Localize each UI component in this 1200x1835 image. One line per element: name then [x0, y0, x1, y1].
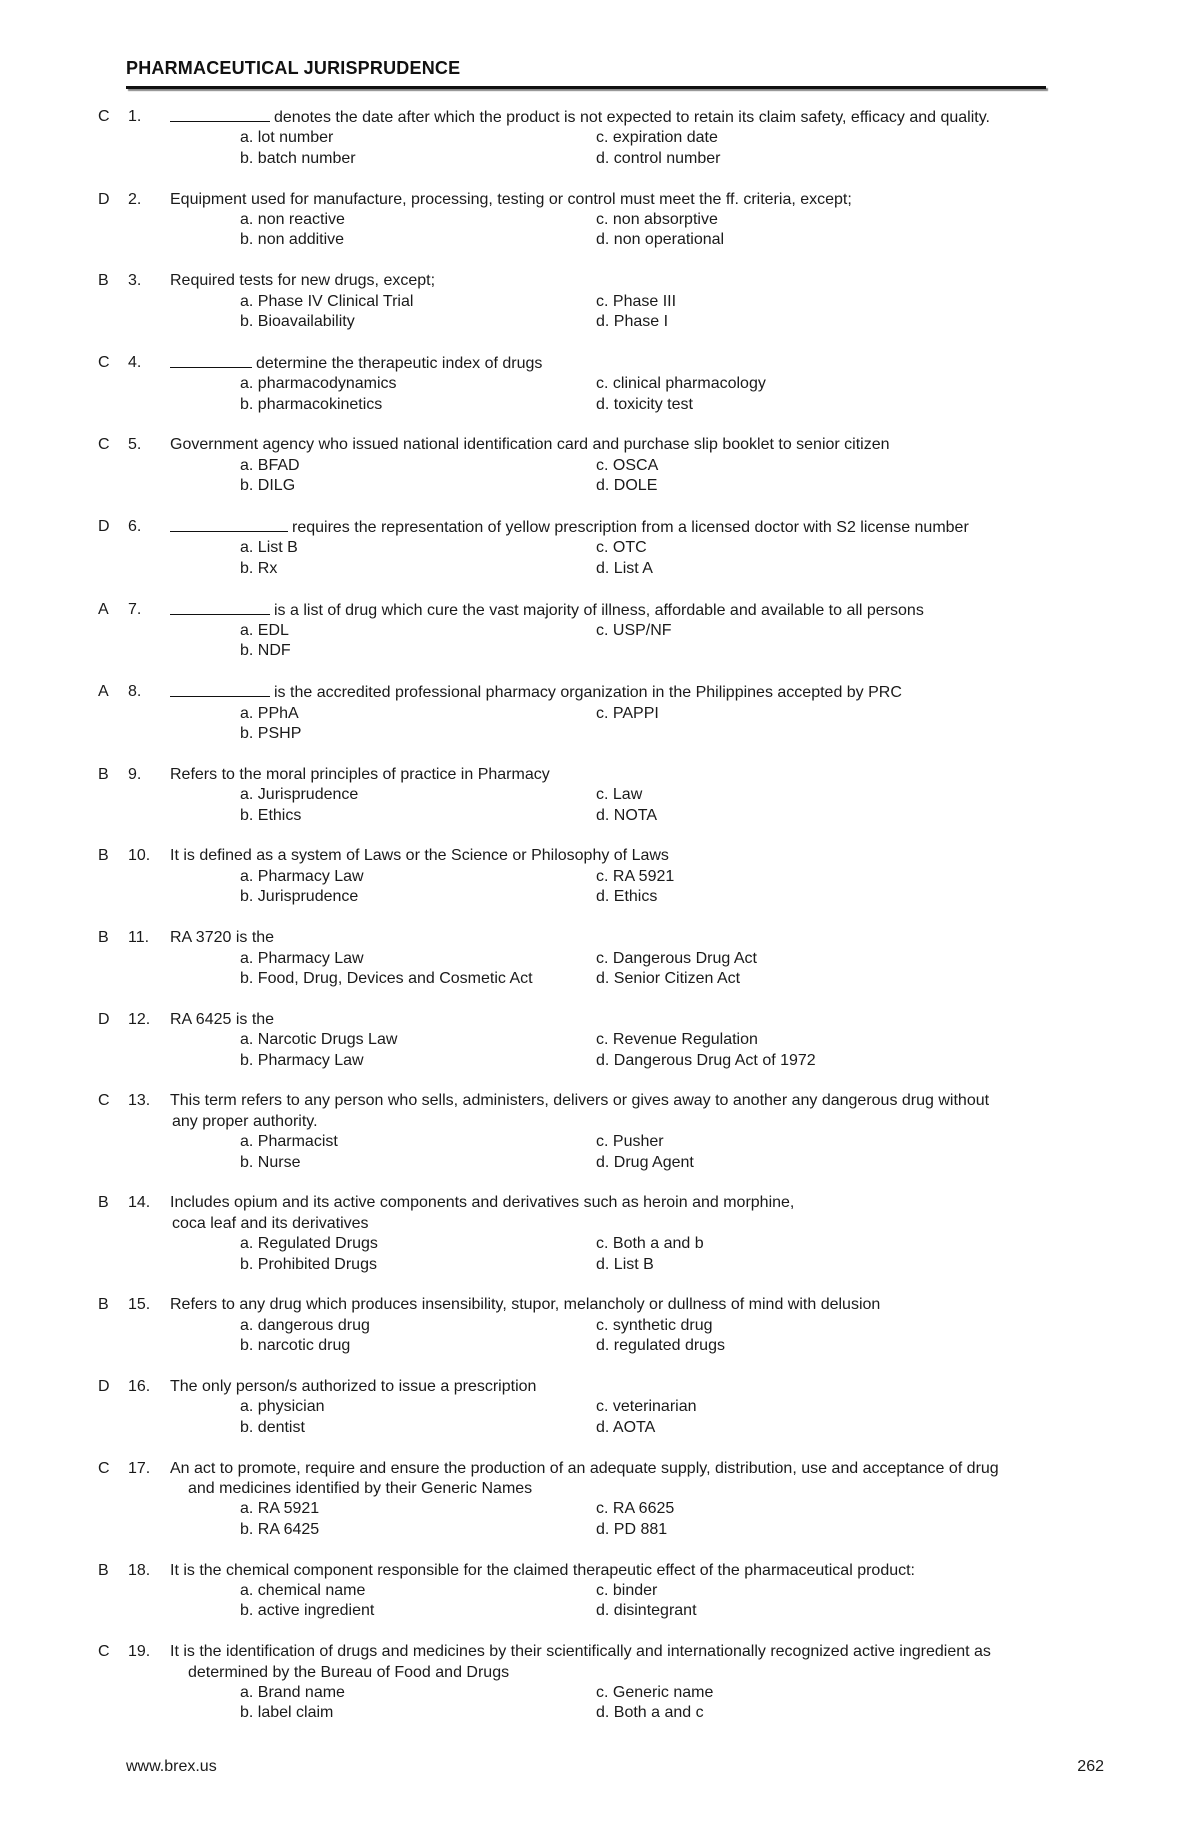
question-list: [98, 107, 1108, 1744]
answer-options: [98, 949, 1108, 990]
question-stem-text: The only person/s authorized to issue a prescription: [170, 1377, 537, 1395]
question-text: [170, 1295, 1108, 1315]
answer-option: b. Pharmacy Law: [240, 1051, 364, 1069]
question-item: [98, 1010, 1108, 1071]
answer-option: c. synthetic drug: [596, 1316, 713, 1334]
question-item: [98, 1091, 1108, 1173]
answer-option: d. toxicity test: [596, 395, 693, 413]
answer-key: D: [98, 1010, 110, 1028]
question-stem-text: Refers to any drug which produces insensibility, stupor, melancholy or dullness of mind with delusion: [170, 1296, 881, 1314]
question-stem-text: It is defined as a system of Laws or the Science or Philosophy of Laws: [170, 847, 669, 865]
question-stem-row: [98, 1377, 1108, 1397]
question-item: [98, 435, 1108, 496]
question-number: 7.: [128, 600, 142, 618]
header-rule: [126, 86, 1046, 89]
answer-options: [98, 1234, 1108, 1275]
answer-option: d. DOLE: [596, 477, 658, 495]
question-item: [98, 682, 1108, 744]
answer-option: [596, 641, 896, 661]
answer-blank: [170, 107, 270, 122]
question-text: [170, 353, 1108, 374]
question-text: [170, 1459, 1108, 1479]
answer-option: a. dangerous drug: [240, 1316, 370, 1334]
question-stem-continuation: coca leaf and its derivatives: [172, 1214, 369, 1232]
question-item: [98, 1377, 1108, 1438]
question-item: [98, 1642, 1108, 1724]
question-item: [98, 846, 1108, 907]
question-stem-text: denotes the date after which the product is not expected to retain its claim safety, efficacy and quality.: [274, 109, 990, 126]
question-stem-text: Equipment used for manufacture, processing, testing or control must meet the ff. criteria, except;: [170, 190, 852, 208]
answer-option: a. Brand name: [240, 1684, 345, 1701]
answer-option: d. Both a and c: [596, 1704, 704, 1722]
answer-key: D: [98, 190, 110, 208]
question-item: [98, 765, 1108, 826]
answer-options: [98, 1316, 1108, 1357]
answer-key: B: [98, 929, 109, 947]
question-stem-text: Includes opium and its active components and derivatives such as heroin and morphine,: [170, 1194, 795, 1212]
question-text: [170, 1010, 1108, 1030]
question-stem-row: [98, 1010, 1108, 1030]
question-text: [170, 600, 1108, 621]
answer-option: a. physician: [240, 1398, 325, 1416]
answer-option: b. non additive: [240, 231, 345, 249]
page-title: PHARMACEUTICAL JURISPRUDENCE: [126, 58, 461, 78]
question-item: [98, 1295, 1108, 1356]
answer-option: b. Bioavailability: [240, 313, 355, 331]
answer-options: [98, 210, 1108, 251]
question-item: [98, 353, 1108, 415]
question-stem-text: determine the therapeutic index of drugs: [256, 354, 543, 372]
question-text: [170, 1091, 1108, 1111]
question-number: 12.: [128, 1010, 151, 1028]
question-item: [98, 517, 1108, 579]
question-stem-row: [98, 928, 1108, 948]
answer-option: a. lot number: [240, 129, 334, 147]
question-stem-row: [98, 765, 1108, 785]
answer-option: d. AOTA: [596, 1418, 656, 1436]
answer-blank: [170, 600, 270, 615]
question-stem-row: [98, 190, 1108, 210]
question-stem-row: [98, 1091, 1108, 1132]
answer-option: a. Jurisprudence: [240, 786, 359, 804]
answer-option: c. USP/NF: [596, 622, 672, 640]
question-stem-row: [98, 1459, 1108, 1500]
answer-option: b. RA 6425: [240, 1520, 320, 1538]
answer-key: C: [98, 436, 110, 454]
answer-option: a. Pharmacy Law: [240, 949, 364, 967]
question-stem-row: [98, 1295, 1108, 1315]
answer-option: d. control number: [596, 149, 721, 167]
question-number: 6.: [128, 518, 142, 536]
answer-option: b. active ingredient: [240, 1602, 375, 1620]
answer-option: b. DILG: [240, 477, 296, 495]
question-text: [170, 271, 1108, 291]
answer-options: [98, 1132, 1108, 1173]
answer-option: a. BFAD: [240, 456, 300, 474]
answer-key: C: [98, 108, 110, 125]
answer-option: c. Dangerous Drug Act: [596, 949, 757, 967]
answer-option: a. Pharmacy Law: [240, 867, 364, 885]
answer-option: b. pharmacokinetics: [240, 395, 383, 413]
question-number: 16.: [128, 1377, 151, 1395]
question-number: 2.: [128, 190, 142, 208]
answer-blank: [170, 682, 270, 697]
question-item: [98, 271, 1108, 332]
question-stem-continuation: and medicines identified by their Generic Names: [188, 1479, 533, 1497]
answer-option: a. chemical name: [240, 1581, 366, 1599]
question-stem-text: RA 6425 is the: [170, 1010, 275, 1028]
answer-key: B: [98, 1296, 109, 1314]
answer-options: [98, 867, 1108, 908]
question-stem-row: [98, 435, 1108, 455]
question-number: 14.: [128, 1194, 151, 1212]
answer-option: b. Rx: [240, 559, 278, 577]
answer-option: d. List B: [596, 1255, 654, 1273]
answer-option: a. Phase IV Clinical Trial: [240, 292, 414, 310]
answer-option: b. Food, Drug, Devices and Cosmetic Act: [240, 969, 533, 987]
answer-option: a. RA 5921: [240, 1500, 320, 1518]
question-stem-continuation: determined by the Bureau of Food and Drugs: [188, 1663, 510, 1681]
answer-key: B: [98, 272, 109, 290]
question-stem-row: [98, 1193, 1108, 1234]
question-number: 3.: [128, 272, 142, 290]
question-stem-text: Government agency who issued national identification card and purchase slip booklet to senior citizen: [170, 436, 890, 454]
question-number: 8.: [128, 683, 142, 701]
answer-option: b. Jurisprudence: [240, 888, 359, 906]
answer-options: [98, 1397, 1108, 1438]
answer-key: B: [98, 1194, 109, 1212]
answer-options: [98, 1683, 1108, 1724]
answer-option: c. expiration date: [596, 129, 718, 147]
answer-option: c. non absorptive: [596, 211, 718, 229]
answer-option: d. disintegrant: [596, 1602, 697, 1620]
answer-option: a. Narcotic Drugs Law: [240, 1031, 398, 1049]
answer-key: C: [98, 1643, 110, 1661]
answer-option: c. Phase III: [596, 292, 677, 310]
question-item: [98, 600, 1108, 662]
answer-options: [98, 785, 1108, 826]
page-number: 262: [1077, 1758, 1104, 1775]
question-stem-row: [98, 846, 1108, 866]
answer-option: a. PPhA: [240, 704, 299, 722]
question-stem-text: is the accredited professional pharmacy organization in the Philippines accepted by PRC: [274, 684, 902, 702]
answer-options: [98, 621, 1108, 662]
question-stem-text: Refers to the moral principles of practice in Pharmacy: [170, 765, 550, 783]
question-text: [170, 1193, 1108, 1213]
answer-option: a. pharmacodynamics: [240, 375, 397, 393]
question-text: [170, 435, 1108, 455]
question-number: 4.: [128, 353, 142, 371]
answer-option: d. Senior Citizen Act: [596, 969, 741, 987]
question-stem-text: It is the chemical component responsible for the claimed therapeutic effect of the pharmaceutical product:: [170, 1561, 915, 1579]
question-number: 1.: [128, 108, 142, 125]
answer-option: c. Revenue Regulation: [596, 1031, 758, 1049]
answer-option: c. Generic name: [596, 1684, 714, 1701]
answer-option: b. PSHP: [240, 725, 302, 743]
question-text: [170, 107, 1108, 128]
answer-option: d. Drug Agent: [596, 1153, 694, 1171]
question-item: [98, 1561, 1108, 1622]
question-stem-row: [98, 1561, 1108, 1581]
answer-option: b. dentist: [240, 1418, 305, 1436]
answer-option: b. NDF: [240, 642, 291, 660]
answer-option: c. Law: [596, 786, 643, 804]
question-stem-text: An act to promote, require and ensure the production of an adequate supply, distribution, use and acceptance of drug: [170, 1459, 999, 1477]
answer-option: b. Prohibited Drugs: [240, 1255, 377, 1273]
question-text: [170, 1642, 1108, 1662]
answer-option: a. non reactive: [240, 211, 345, 229]
answer-option: a. List B: [240, 539, 298, 557]
question-number: 9.: [128, 765, 142, 783]
question-number: 5.: [128, 436, 142, 454]
question-stem-row: [98, 107, 1108, 128]
answer-key: B: [98, 1561, 109, 1579]
answer-option: c. Both a and b: [596, 1235, 704, 1253]
question-number: 18.: [128, 1561, 151, 1579]
question-number: 13.: [128, 1092, 151, 1110]
question-stem-row: [98, 682, 1108, 703]
answer-option: c. PAPPI: [596, 704, 659, 722]
question-stem-text: RA 3720 is the: [170, 929, 275, 947]
question-stem-text: requires the representation of yellow prescription from a licensed doctor with S2 license number: [292, 519, 969, 537]
question-text: [170, 1377, 1108, 1397]
answer-options: [98, 538, 1108, 579]
question-stem-row: [98, 353, 1108, 374]
question-item: [98, 1193, 1108, 1275]
question-number: 17.: [128, 1459, 151, 1477]
question-stem-row: [98, 600, 1108, 621]
answer-option: b. Ethics: [240, 806, 302, 824]
answer-option: c. OSCA: [596, 456, 659, 474]
answer-option: b. Nurse: [240, 1153, 301, 1171]
answer-option: d. PD 881: [596, 1520, 668, 1538]
answer-option: a. Pharmacist: [240, 1133, 338, 1151]
answer-options: [98, 456, 1108, 497]
answer-option: b. label claim: [240, 1704, 334, 1722]
answer-key: D: [98, 518, 110, 536]
answer-key: D: [98, 1377, 110, 1395]
question-stem-text: This term refers to any person who sells, administers, delivers or gives away to another any dangerous drug without: [170, 1092, 990, 1110]
question-stem-text: Required tests for new drugs, except;: [170, 272, 436, 290]
answer-options: [98, 292, 1108, 333]
answer-key: A: [98, 600, 109, 618]
answer-option: d. NOTA: [596, 806, 658, 824]
answer-options: [98, 704, 1108, 745]
answer-option: d. non operational: [596, 231, 725, 249]
question-text: [170, 928, 1108, 948]
answer-key: C: [98, 1459, 110, 1477]
question-text: [170, 846, 1108, 866]
answer-blank: [170, 517, 288, 532]
question-item: [98, 190, 1108, 251]
question-text: [170, 190, 1108, 210]
question-text: [170, 682, 1108, 703]
answer-key: A: [98, 683, 109, 701]
question-item: [98, 107, 1108, 169]
question-number: 19.: [128, 1643, 151, 1661]
answer-options: [98, 374, 1108, 415]
answer-option: [596, 724, 896, 744]
question-text: [170, 1561, 1108, 1581]
answer-options: [98, 1581, 1108, 1622]
answer-options: [98, 1499, 1108, 1540]
answer-option: c. OTC: [596, 539, 647, 557]
answer-options: [98, 128, 1108, 169]
answer-key: C: [98, 1092, 110, 1110]
page-header: [126, 56, 1046, 89]
footer-url: www.brex.us: [126, 1758, 217, 1775]
answer-option: d. regulated drugs: [596, 1337, 725, 1355]
answer-key: B: [98, 847, 109, 865]
answer-blank: [170, 353, 252, 368]
question-stem-continuation: any proper authority.: [172, 1112, 318, 1130]
answer-key: C: [98, 353, 110, 371]
answer-option: b. narcotic drug: [240, 1337, 351, 1355]
question-item: [98, 928, 1108, 989]
answer-option: b. batch number: [240, 149, 356, 167]
question-text: [170, 765, 1108, 785]
answer-option: c. RA 5921: [596, 867, 675, 885]
answer-option: c. veterinarian: [596, 1398, 697, 1416]
answer-option: a. EDL: [240, 622, 289, 640]
question-number: 10.: [128, 847, 151, 865]
question-stem-row: [98, 517, 1108, 538]
answer-option: a. Regulated Drugs: [240, 1235, 378, 1253]
question-item: [98, 1459, 1108, 1541]
answer-option: c. binder: [596, 1581, 658, 1599]
answer-option: c. clinical pharmacology: [596, 375, 766, 393]
answer-option: c. RA 6625: [596, 1500, 675, 1518]
question-number: 15.: [128, 1296, 151, 1314]
question-number: 11.: [128, 929, 150, 947]
answer-option: d. Ethics: [596, 888, 658, 906]
answer-key: B: [98, 765, 109, 783]
answer-option: d. List A: [596, 559, 653, 577]
answer-option: d. Dangerous Drug Act of 1972: [596, 1051, 816, 1069]
question-stem-row: [98, 271, 1108, 291]
question-stem-text: It is the identification of drugs and medicines by their scientifically and internationally recognized active ingredient as: [170, 1643, 991, 1661]
question-stem-row: [98, 1642, 1108, 1683]
answer-option: d. Phase I: [596, 313, 669, 331]
question-stem-text: is a list of drug which cure the vast majority of illness, affordable and available to all persons: [274, 601, 924, 619]
question-text: [170, 517, 1108, 538]
answer-options: [98, 1030, 1108, 1071]
answer-option: c. Pusher: [596, 1133, 664, 1151]
